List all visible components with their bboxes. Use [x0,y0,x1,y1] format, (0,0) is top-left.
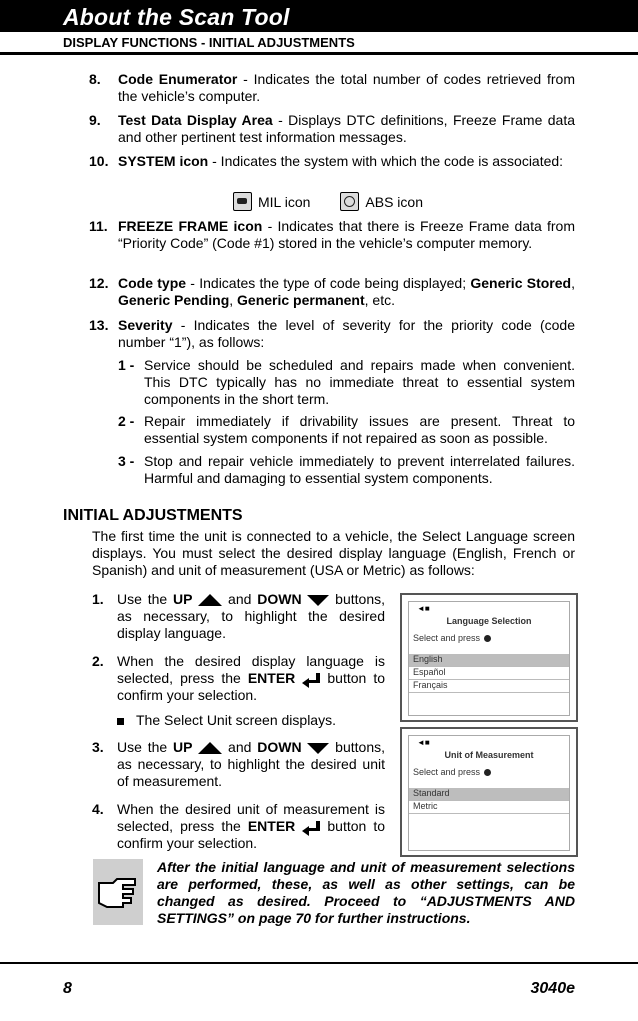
bullet-text: The Select Unit screen displays. [136,712,336,728]
severity-number: 1 - [118,357,135,373]
list-item [89,112,575,146]
car-icon: ◄■ [417,604,430,613]
page-number: 8 [63,980,72,997]
mil-icon [233,192,252,211]
list-item [89,275,575,309]
abs-icon [340,192,359,211]
enter-icon [302,673,320,685]
down-label: DOWN [257,739,302,755]
page-subtitle: DISPLAY FUNCTIONS - INITIAL ADJUSTMENTS [63,35,355,50]
step-text: and [222,739,258,755]
abs-icon-label: ABS icon [365,193,423,210]
step-text: When the desired unit of measurement is selected, press the [117,801,385,834]
screen-title: Language Selection [446,616,532,626]
section-heading: INITIAL ADJUSTMENTS [63,507,243,524]
item-text: - Indicates the level of severity for the priority code (code number “1”), as follows: [118,317,575,350]
screen-prompt [413,767,491,777]
step-text: Use the [117,591,173,607]
list-item [89,71,575,105]
screen-title: Unit of Measurement [444,750,534,760]
language-option[interactable]: Français [409,680,569,693]
language-option[interactable]: English [409,654,569,667]
severity-number: 2 - [118,413,135,429]
code-type-generic-permanent: Generic permanent [237,292,365,308]
note-text: After the initial language and unit of measurement selections are performed, these, as well as other settings, can be changed as desired. Proceed to “ADJUSTMENTS AND SETTINGS” on page 70 for further instructions. [157,859,575,926]
up-arrow-icon [198,594,222,606]
item-number: 9. [89,112,101,128]
item-number: 12. [89,275,109,291]
item-term: Test Data Display Area [118,112,273,128]
prompt-text: Select and press [413,633,481,643]
item-text: - Displays DTC definitions, Freeze Frame data and other pertinent test information messages. [118,112,576,145]
mil-icon-label: MIL icon [258,193,311,210]
severity-text: Repair immediately if drivability issues are present. Threat to essential system components if not repaired as soon as possible. [144,413,575,446]
unit-measurement-screen [400,727,578,857]
up-label: UP [172,591,193,607]
car-icon: ◄■ [417,738,430,747]
severity-text: Stop and repair vehicle immediately to prevent interrelated failures. Harmful and damaging to essential system components. [144,453,575,486]
item-number: 11. [89,218,108,234]
step-text: buttons, as necessary, to highlight the desired display language. [117,591,385,641]
up-arrow-icon [198,742,222,754]
model-number: 3040e [530,980,575,997]
step-text: button to confirm your selection. [117,818,386,851]
severity-item [118,413,575,447]
item-text: - Indicates the total number of codes retrieved from the vehicle’s computer. [118,71,575,104]
bullet-square-icon [117,718,124,725]
enter-icon [484,769,491,776]
page-header [0,0,638,52]
list-item [89,218,575,252]
item-term: Code Enumerator [118,71,238,87]
code-type-generic-stored: Generic Stored [470,275,572,291]
step-item [92,801,385,852]
bullet-item [117,712,336,728]
separator: , [229,292,238,308]
screen-prompt [413,633,491,643]
down-label: DOWN [257,591,302,607]
item-term: Severity [118,317,173,333]
item-term: FREEZE FRAME icon [118,218,263,234]
list-item [89,153,575,170]
step-text: When the desired display language is selected, press the [117,653,385,686]
enter-icon [484,635,491,642]
enter-label: ENTER [247,670,296,686]
severity-item [118,357,575,408]
step-item [92,591,385,642]
item-text: - Indicates the type of code being displayed; [186,275,471,291]
footer-divider [0,962,638,964]
enter-label: ENTER [247,818,296,834]
down-arrow-icon [307,743,329,754]
down-arrow-icon [307,595,329,606]
severity-item [118,453,575,487]
item-text: - Indicates the system with which the code is associated: [208,153,564,169]
severity-text: Service should be scheduled and repairs made when convenient. This DTC typically has no immediate threat to essential system components in the short term. [144,357,575,407]
step-number: 3. [92,739,104,755]
section-intro: The first time the unit is connected to a vehicle, the Select Language screen displays. You must select the desired display language (English, French or Spanish) and unit of measurement (USA or Metric) as follows: [92,528,575,578]
language-option[interactable]: Español [409,667,569,680]
item-term: SYSTEM icon [118,153,209,169]
system-icons-row [233,192,423,211]
step-item [92,739,385,790]
up-label: UP [172,739,193,755]
item-term: Code type [118,275,187,291]
step-text: Use the [117,739,173,755]
step-text: buttons, as necessary, to highlight the desired unit of measurement. [117,739,385,789]
item-number: 13. [89,317,109,333]
step-item [92,653,385,704]
step-text: button to confirm your selection. [117,670,386,703]
pointing-hand-icon [93,859,143,925]
step-number: 4. [92,801,104,817]
separator: , [571,275,575,291]
code-type-generic-pending: Generic Pending [118,292,230,308]
item-number: 8. [89,71,101,87]
item-number: 10. [89,153,109,169]
page-title: About the Scan Tool [63,4,290,30]
item-text: , etc. [364,292,395,308]
list-item [89,317,575,351]
step-number: 2. [92,653,104,669]
step-number: 1. [92,591,104,607]
item-text: - Indicates that there is Freeze Frame data from “Priority Code” (Code #1) stored in the vehicle’s computer memory. [118,218,576,251]
enter-icon [302,821,320,833]
unit-option[interactable]: Standard [409,788,569,801]
step-text: and [222,591,258,607]
severity-number: 3 - [118,453,135,469]
prompt-text: Select and press [413,767,481,777]
language-selection-screen [400,593,578,722]
unit-option[interactable]: Metric [409,801,569,814]
